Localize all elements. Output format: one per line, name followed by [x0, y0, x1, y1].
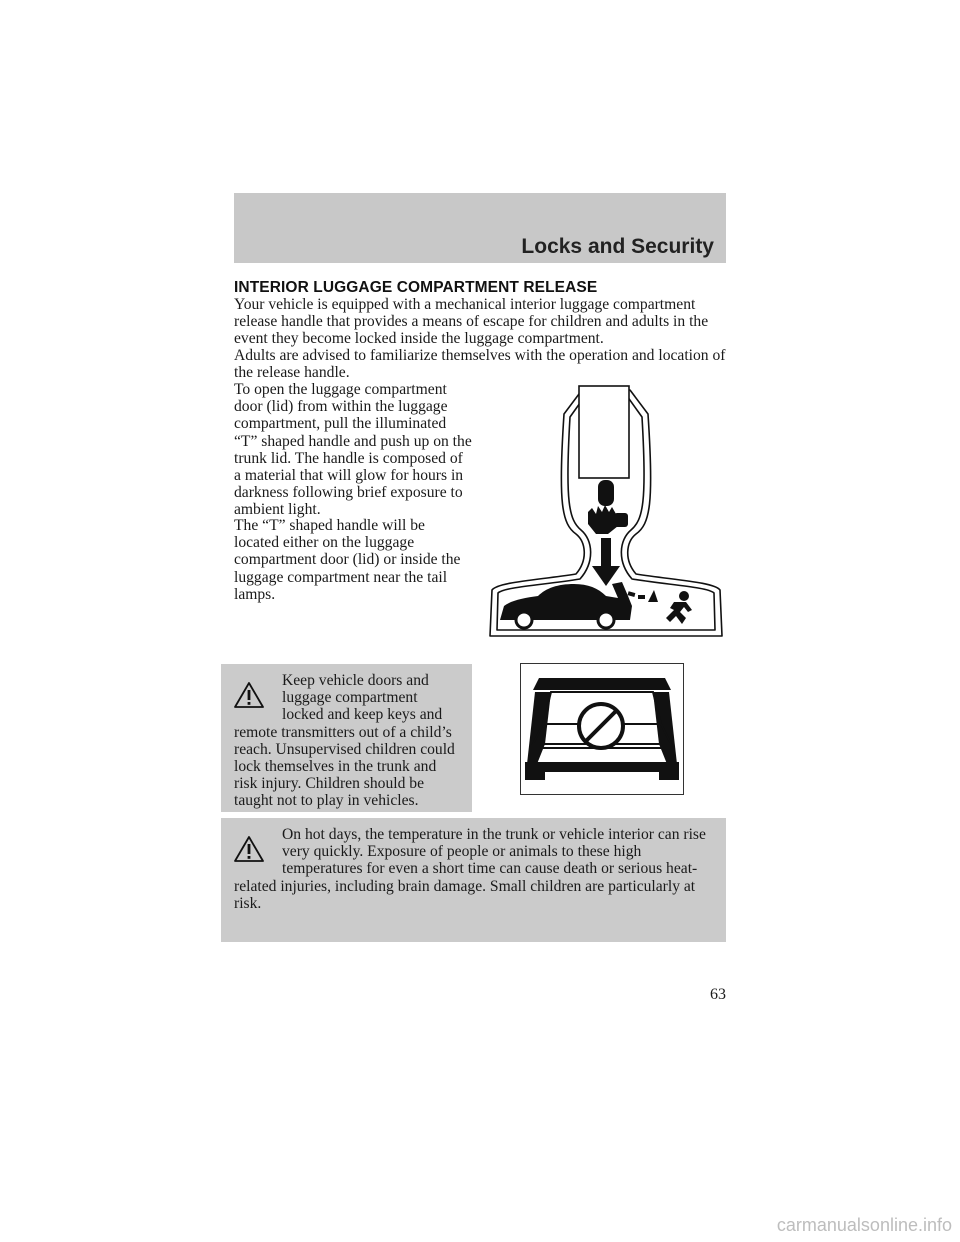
paragraph-open-instructions: To open the luggage compartment door (lid) from within the luggage compartment, pull the illuminated “T” shaped handle and push up on the trunk lid. The handle is composed of a material that will glow for hours in darkness following brief exposure to ambient light. — [234, 381, 472, 519]
paragraph-advice: Adults are advised to familiarize themselves with the operation and location of the release handle. — [234, 347, 726, 382]
page-number: 63 — [710, 986, 726, 1003]
warning-triangle-icon — [234, 682, 264, 708]
no-children-in-trunk-icon — [520, 663, 684, 795]
warning-triangle-icon — [234, 836, 264, 862]
warning-box-child-safety — [221, 664, 472, 812]
paragraph-intro: Your vehicle is equipped with a mechanical interior luggage compartment release handle that provides a means of escape for children and adults in the event they become locked inside the luggage compartment. — [234, 296, 709, 348]
watermark: carmanualsonline.info — [776, 1215, 952, 1235]
paragraph-handle-location: The “T” shaped handle will be located either on the luggage compartment door (lid) or inside the luggage compartment near the tail lamps. — [234, 517, 461, 603]
warning-text: On hot days, the temperature in the trunk or vehicle interior can rise very quickly. Exposure of people or animals to these high temperatures for even a short time can cause death or serious heat-related injuries, including brain damage. Small children are particularly at risk. — [234, 826, 706, 912]
section-heading: INTERIOR LUGGAGE COMPARTMENT RELEASE — [234, 279, 598, 296]
warning-box-heat — [221, 818, 726, 942]
trunk-release-handle-label-icon — [488, 384, 724, 642]
section-header-band — [234, 193, 726, 263]
warning-text: Keep vehicle doors and luggage compartment locked and keep keys and remote transmitters out of a child’s reach. Unsupervised children could lock themselves in the trunk and risk injury. Children should be taught not to play in vehicles. — [234, 672, 455, 810]
section-title: Locks and Security — [521, 235, 714, 258]
